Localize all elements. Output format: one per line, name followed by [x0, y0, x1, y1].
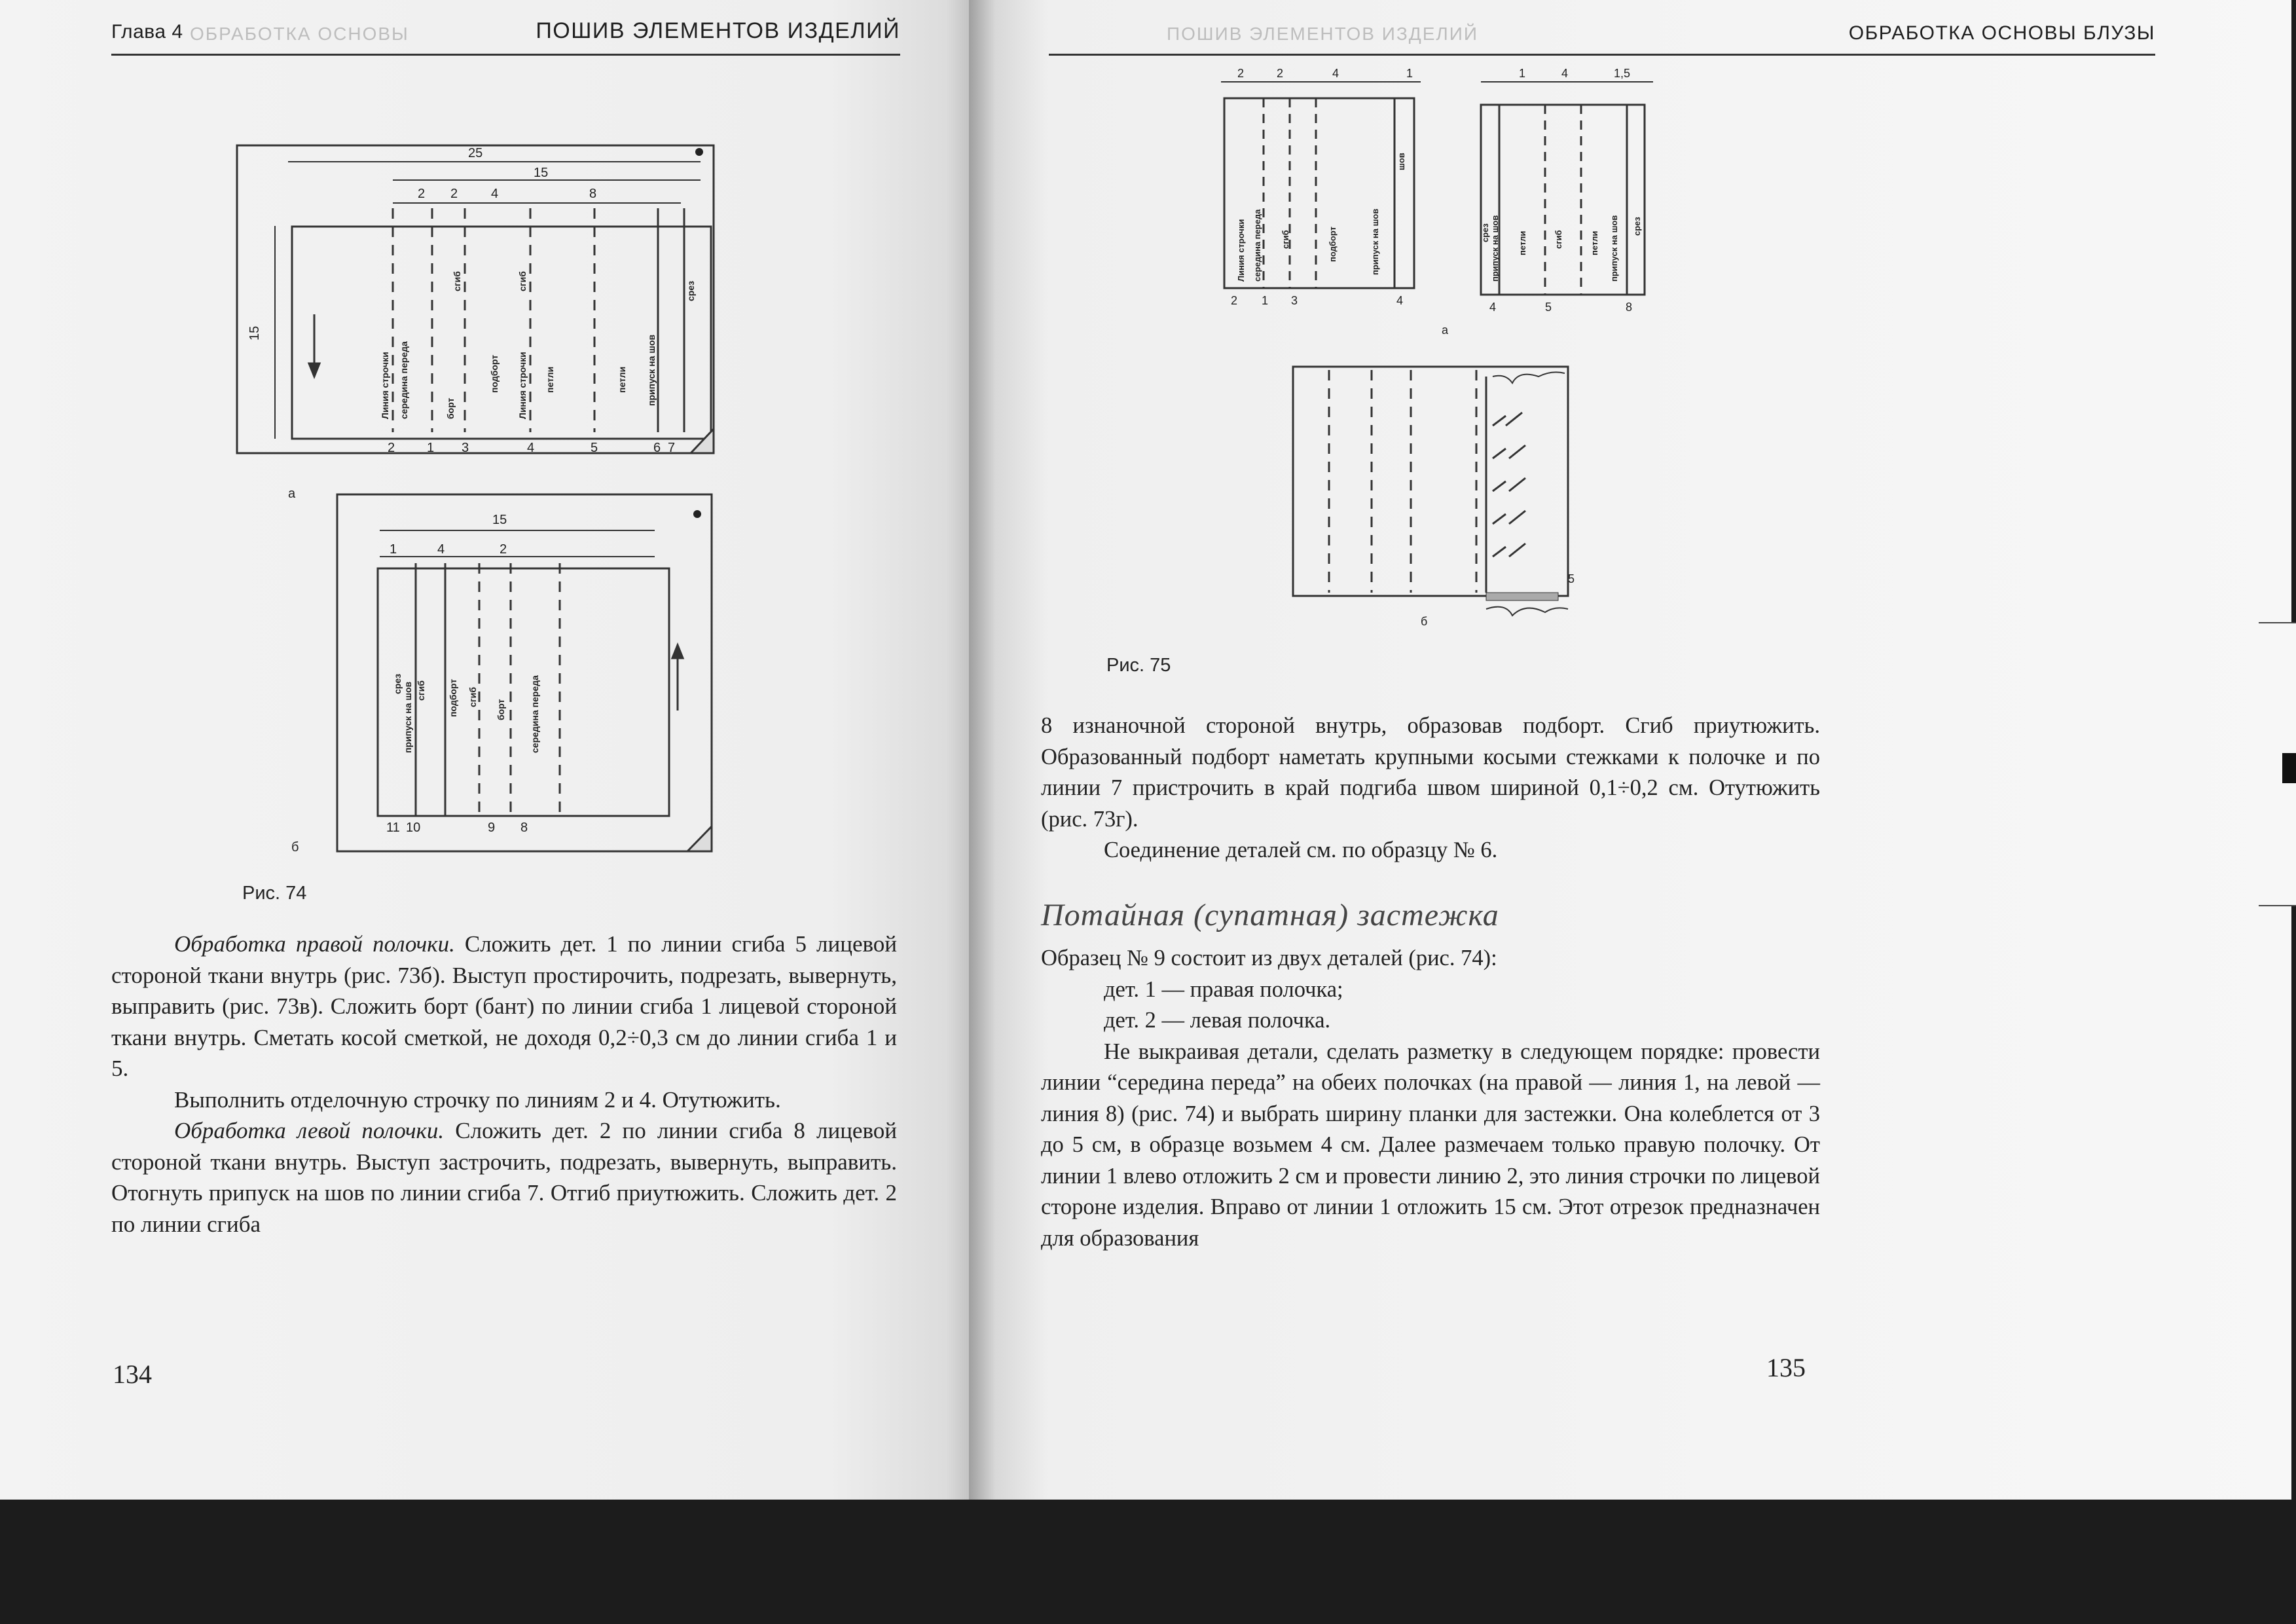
left-body-text: [111, 929, 897, 1240]
svg-text:2: 2: [418, 187, 426, 201]
svg-text:8: 8: [1626, 301, 1633, 314]
left-page-number: 134: [113, 1359, 152, 1389]
svg-text:сгиб: сгиб: [1281, 230, 1290, 249]
svg-text:середина переда: середина переда: [399, 341, 409, 419]
svg-text:Линия строчки: Линия строчки: [1236, 219, 1246, 282]
bleed-through-text: ОБРАБОТКА ОСНОВЫ: [190, 24, 409, 44]
svg-text:подборт: подборт: [1328, 227, 1338, 262]
svg-text:15: 15: [247, 325, 262, 341]
fig74a-inner-frame: [292, 227, 711, 439]
svg-text:15: 15: [492, 513, 507, 527]
paragraph-lead: Обработка правой полочки.: [174, 931, 455, 957]
svg-text:4: 4: [527, 441, 535, 455]
svg-text:петли: петли: [617, 366, 627, 393]
svg-text:3: 3: [462, 441, 469, 455]
svg-text:3: 3: [1291, 294, 1298, 307]
right-running-title: ОБРАБОТКА ОСНОВЫ БЛУЗЫ: [1848, 22, 2155, 44]
list-item: дет. 2 — левая полочка.: [1104, 1008, 1331, 1033]
svg-text:подборт: подборт: [448, 678, 458, 717]
svg-text:сгиб: сгиб: [452, 271, 462, 291]
svg-text:срез: срез: [1632, 217, 1642, 236]
chapter-label: Глава 4: [111, 21, 183, 43]
svg-text:петли: петли: [1590, 231, 1599, 255]
page-edge-mark: [2282, 753, 2296, 783]
fig74-label-a: а: [288, 487, 296, 501]
fig74a-outer-frame: [237, 145, 714, 453]
figure-75-caption: Рис. 75: [1106, 655, 1171, 676]
paragraph: [111, 1084, 897, 1116]
fig75a-right-frame: [1481, 105, 1645, 295]
paragraph-text: Выполнить отделочную строчку по линиям 2 и 4. Отутюжить.: [174, 1086, 781, 1113]
paragraph: Соединение деталей см. по образцу № 6.: [1104, 838, 1498, 862]
svg-text:срез: срез: [685, 280, 696, 301]
list-item: дет. 1 — правая полочка;: [1104, 976, 1343, 1002]
figure-74-caption: Рис. 74: [242, 883, 307, 904]
section-heading: Потайная (супатная) застежка: [1041, 898, 1499, 932]
svg-text:4: 4: [1489, 301, 1497, 314]
svg-text:припуск на шов: припуск на шов: [1370, 208, 1380, 275]
svg-text:1,5: 1,5: [1614, 67, 1631, 80]
svg-text:Линия строчки: Линия строчки: [517, 352, 528, 419]
svg-text:15: 15: [534, 166, 549, 180]
svg-text:середина переда: середина переда: [1252, 209, 1262, 282]
svg-text:1: 1: [1406, 67, 1413, 80]
left-page: [0, 0, 975, 1500]
figure-74: [0, 0, 975, 930]
paragraph: Не выкраивая детали, сделать разметку в следующем порядке: провести линии “середина переда” на обеих полочках (на правой — линия 1, на левой — линия 8) (рис. 74) и выбрать ширину планки для застежки. Она колеблется от 3 до 5 см, в образце возьмем 4 см. Далее размечаем только правую полочку. От линии 1 влево отложить 2 см и провести линию 2, это линия строчки по лицевой стороне изделия. Вправо от линии 1 отложить 15 см. Этот отрезок предназначен для образования: [1041, 1039, 1820, 1251]
right-page-number: 135: [1766, 1353, 1806, 1382]
fig75-label-b: б: [1421, 615, 1428, 628]
left-running-title: ПОШИВ ЭЛЕМЕНТОВ ИЗДЕЛИЙ: [536, 18, 900, 43]
svg-text:1: 1: [1262, 294, 1269, 307]
svg-text:подборт: подборт: [489, 354, 500, 393]
svg-text:10: 10: [406, 821, 421, 835]
svg-text:4: 4: [437, 542, 445, 557]
paragraph: [111, 929, 897, 1084]
paragraph: Образец № 9 состоит из двух деталей (рис. 74):: [1041, 946, 1497, 970]
svg-text:2: 2: [450, 187, 458, 201]
svg-text:1: 1: [390, 542, 397, 557]
paragraph-lead: Обработка левой полочки.: [174, 1118, 445, 1143]
svg-text:Линия строчки: Линия строчки: [380, 352, 390, 419]
svg-text:8: 8: [589, 187, 597, 201]
paragraph-text: Сложить дет. 2 по линии сгиба 8 лицевой стороной ткани внутрь. Выступ застрочить, подрезать, вывернуть, выправить. Отогнуть припуск на шов по линии сгиба 7. Отгиб приутюжить. Сложить дет. 2 по линии сгиба: [111, 1118, 897, 1237]
svg-text:9: 9: [488, 821, 496, 835]
svg-text:25: 25: [468, 146, 483, 160]
svg-text:2: 2: [1277, 67, 1284, 80]
svg-text:сгиб: сгиб: [1554, 230, 1563, 249]
bleed-through-text: ПОШИВ ЭЛЕМЕНТОВ ИЗДЕЛИЙ: [1167, 24, 1478, 44]
svg-text:середина переда: середина переда: [530, 675, 540, 753]
svg-text:4: 4: [1396, 294, 1404, 307]
svg-text:11: 11: [386, 821, 400, 835]
svg-text:2: 2: [388, 441, 395, 455]
svg-text:сгиб: сгиб: [517, 271, 528, 291]
svg-text:петли: петли: [1518, 231, 1527, 255]
fig74-label-b: б: [291, 840, 299, 855]
paragraph-text: Сложить дет. 1 по линии сгиба 5 лицевой стороной ткани внутрь (рис. 73б). Выступ простирочить, подрезать, вывернуть, выправить (рис. 73в). Сложить борт (бант) по линии сгиба 1 лицевой стороной ткани внутрь. Сметать косой сметкой, не доходя 0,2÷0,3 см до линии сгиба 1 и 5.: [111, 931, 897, 1081]
figure-75: [969, 0, 2291, 655]
svg-text:сгиб: сгиб: [416, 680, 426, 701]
svg-text:4: 4: [491, 187, 499, 201]
svg-text:8: 8: [520, 821, 528, 835]
svg-text:срез: срез: [1480, 223, 1490, 242]
svg-text:припуск на шов: припуск на шов: [403, 681, 413, 753]
right-body-text: [1041, 710, 2134, 866]
svg-text:1: 1: [1519, 67, 1526, 80]
svg-text:шов: шов: [1396, 153, 1406, 170]
svg-text:сгиб: сгиб: [467, 687, 478, 707]
svg-text:петли: петли: [545, 366, 555, 393]
paragraph: [111, 1115, 897, 1240]
svg-text:5: 5: [591, 441, 598, 455]
svg-text:7: 7: [668, 441, 676, 455]
svg-text:припуск на шов: припуск на шов: [1490, 215, 1500, 282]
svg-text:5: 5: [1545, 301, 1552, 314]
svg-text:борт: борт: [445, 397, 456, 419]
fig75-label-a: а: [1442, 323, 1449, 337]
svg-text:4: 4: [1332, 67, 1339, 80]
right-body-text-2: [1041, 943, 1820, 1254]
fig75b-frame: [1293, 367, 1568, 596]
svg-text:припуск на шов: припуск на шов: [646, 334, 657, 406]
svg-text:2: 2: [1237, 67, 1245, 80]
svg-text:срез: срез: [392, 673, 403, 694]
svg-text:6: 6: [653, 441, 661, 455]
svg-text:2: 2: [1231, 294, 1238, 307]
svg-text:борт: борт: [496, 699, 506, 720]
svg-text:припуск на шов: припуск на шов: [1609, 215, 1619, 282]
svg-text:4: 4: [1561, 67, 1569, 80]
svg-text:1: 1: [427, 441, 435, 455]
paragraph: 8 изнаночной стороной внутрь, образовав подборт. Сгиб приутюжить. Образованный подборт наметать крупными косыми стежками к полочке и по линии 7 пристрочить в край подгиба швом шириной 0,1÷0,2 см. Отутюжить (рис. 73г).: [1041, 713, 1820, 832]
svg-text:2: 2: [500, 542, 507, 557]
right-page: [969, 0, 2291, 1500]
fig75b-number: 5: [1568, 572, 1575, 585]
